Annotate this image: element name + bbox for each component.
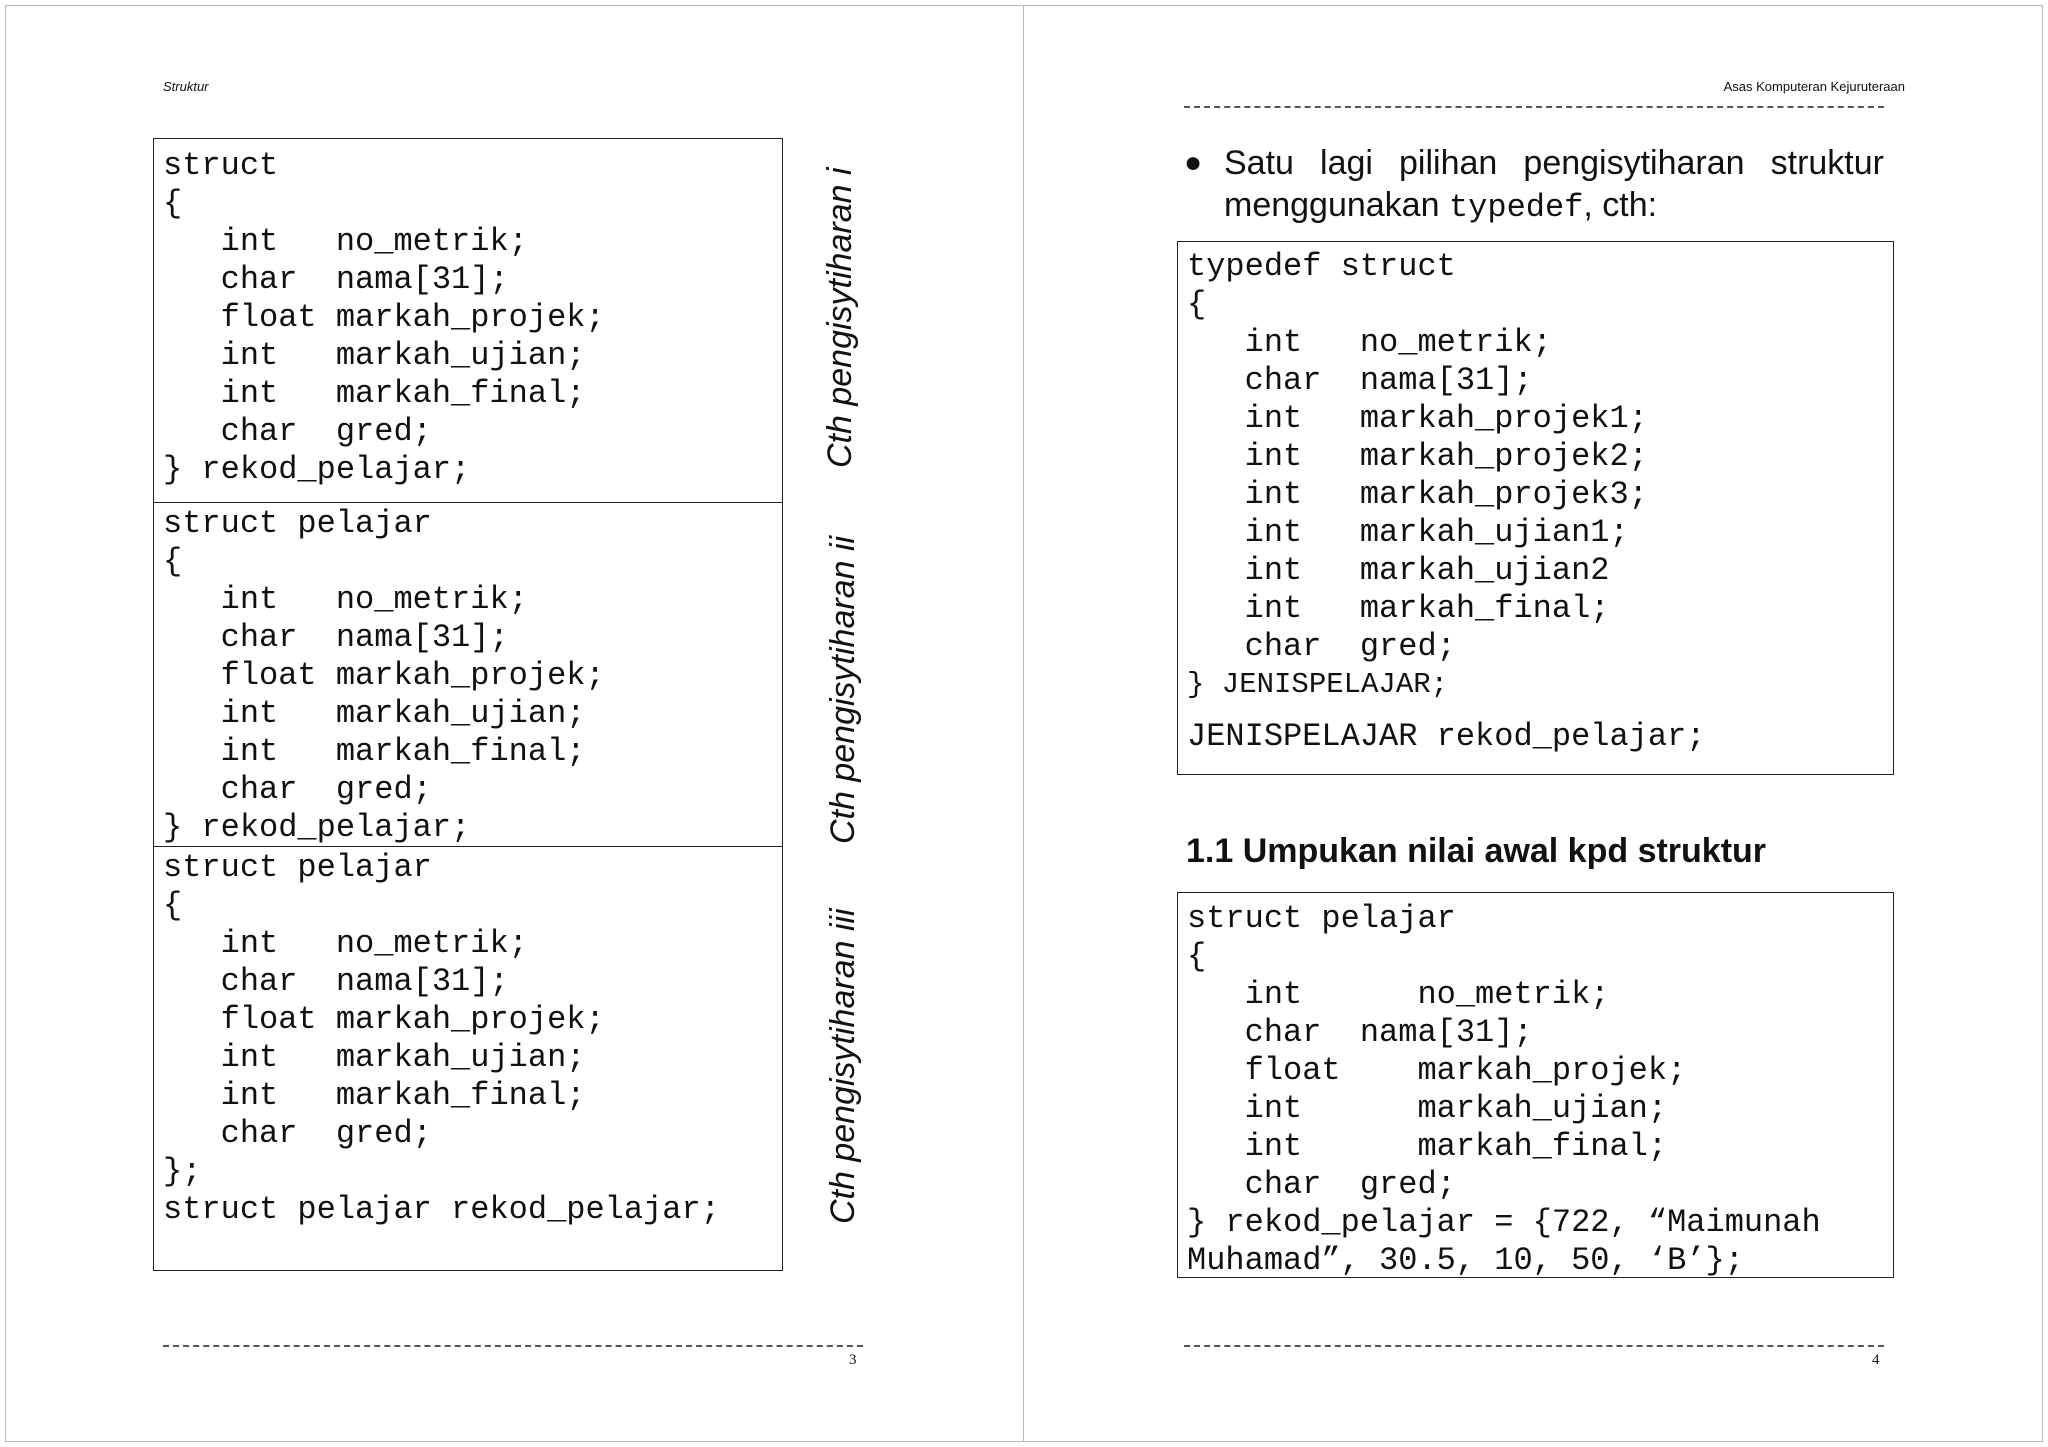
example-2-cell (154, 502, 782, 846)
typedef-keyword: typedef (1448, 189, 1584, 226)
example-1-cell (154, 139, 782, 502)
typedef-code: typedef struct { int no_metrik; char nama[31]; int markah_projek1; int markah_projek2; int markah_projek3; int markah_ujian1; int markah_ujian2 int markah_final; char gred; (1187, 248, 1648, 665)
init-code: struct pelajar { int no_metrik; char nama[31]; float markah_projek; int markah_ujian; int markah_final; char gred; } rekod_pelajar = {722, “Maimunah Muhamad”, 30.5, 10, 50, ‘B’}; (1187, 900, 1821, 1279)
footer-rule-left (163, 1345, 863, 1347)
typedef-bullet (1184, 142, 1884, 229)
example-1-code: struct { int no_metrik; char nama[31]; float markah_projek; int markah_ujian; int markah_final; char gred; } rekod_pelajar; (163, 147, 605, 488)
left-page (5, 5, 1025, 1442)
example-3-code: struct pelajar { int no_metrik; char nama[31]; float markah_projek; int markah_ujian; int markah_final; char gred; }; struct pelajar rekod_pelajar; (163, 849, 720, 1228)
page-number-right: 4 (1872, 1352, 1880, 1368)
example-2-code: struct pelajar { int no_metrik; char nama[31]; float markah_projek; int markah_ujian; int markah_final; char gred; } rekod_pelajar; (163, 505, 605, 846)
bullet-icon: ● (1184, 146, 1203, 179)
bullet-paragraph: Satu lagi pilihan pengisytiharan struktur menggunakan typedef, cth: (1224, 144, 1884, 226)
typedef-closing-line: } JENISPELAJAR; (1187, 668, 1449, 701)
declaration-examples-table (153, 138, 783, 1271)
example-2-label: Cth pengisytiharan ii (824, 535, 862, 844)
init-code-box (1177, 892, 1894, 1278)
right-page (1023, 5, 2043, 1442)
typedef-code-box (1177, 241, 1894, 775)
example-3-label: Cth pengisytiharan iii (824, 908, 862, 1224)
header-rule-right (1184, 106, 1884, 108)
footer-rule-right (1184, 1345, 1884, 1347)
page-number-left: 3 (849, 1352, 857, 1368)
example-3-cell (154, 846, 782, 1270)
typedef-declaration-line: JENISPELAJAR rekod_pelajar; (1187, 718, 1706, 755)
section-heading: 1.1 Umpukan nilai awal kpd struktur (1186, 832, 1767, 870)
page-header-left: Struktur (163, 79, 209, 94)
example-1-label: Cth pengisytiharan i (821, 167, 859, 468)
page-header-right: Asas Komputeran Kejuruteraan (1723, 79, 1905, 94)
